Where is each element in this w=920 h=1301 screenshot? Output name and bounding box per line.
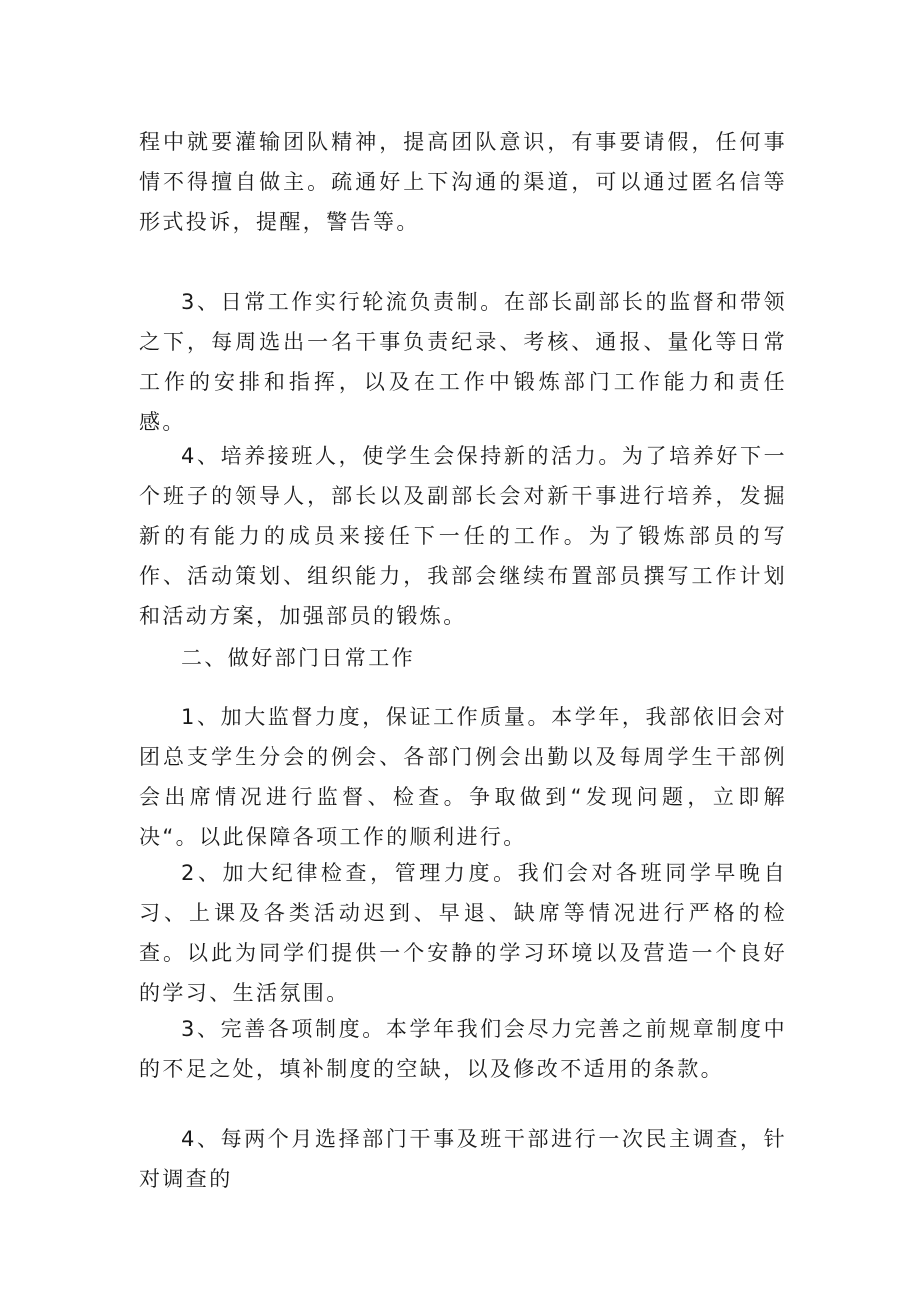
paragraph-item-3-regulations: 3、完善各项制度。本学年我们会尽力完善之前规章制度中的不足之处，填补制度的空缺，以及修改不适用的条款。 (139, 1017, 787, 1081)
paragraph-item-3-rotation: 3、日常工作实行轮流负责制。在部长副部长的监督和带领之下，每周选出一名干事负责纪录、考核、通报、量化等日常工作的安排和指挥，以及在工作中锻炼部门工作能力和责任感。 (139, 290, 787, 434)
paragraph-item-4-successor: 4、培养接班人，使学生会保持新的活力。为了培养好下一个班子的领导人，部长以及副部长会对新干事进行培养，发掘新的有能力的成员来接任下一任的工作。为了锻炼部员的写作、活动策划、组织能力，我部会继续布置部员撰写工作计划和活动方案，加强部员的锻炼。 (139, 444, 787, 628)
paragraph-item-2-discipline: 2、加大纪律检查，管理力度。我们会对各班同学早晚自习、上课及各类活动迟到、早退、缺席等情况进行严格的检查。以此为同学们提供一个安静的学习环境以及营造一个良好的学习、生活氛围。 (139, 861, 787, 1005)
paragraph-item-1-supervision: 1、加大监督力度，保证工作质量。本学年，我部依旧会对团总支学生分会的例会、各部门例会出勤以及每周学生干部例会出席情况进行监督、检查。争取做到“发现问题，立即解决“。以此保障各项工作的顺利进行。 (139, 705, 787, 849)
paragraph-continuation: 程中就要灌输团队精神，提高团队意识，有事要请假，任何事情不得擅自做主。疏通好上下沟通的渠道，可以通过匿名信等形式投诉，提醒，警告等。 (139, 130, 787, 234)
section-heading-daily-work: 二、做好部门日常工作 (181, 646, 415, 670)
paragraph-item-4-survey: 4、每两个月选择部门干事及班干部进行一次民主调查，针对调查的 (139, 1127, 787, 1191)
